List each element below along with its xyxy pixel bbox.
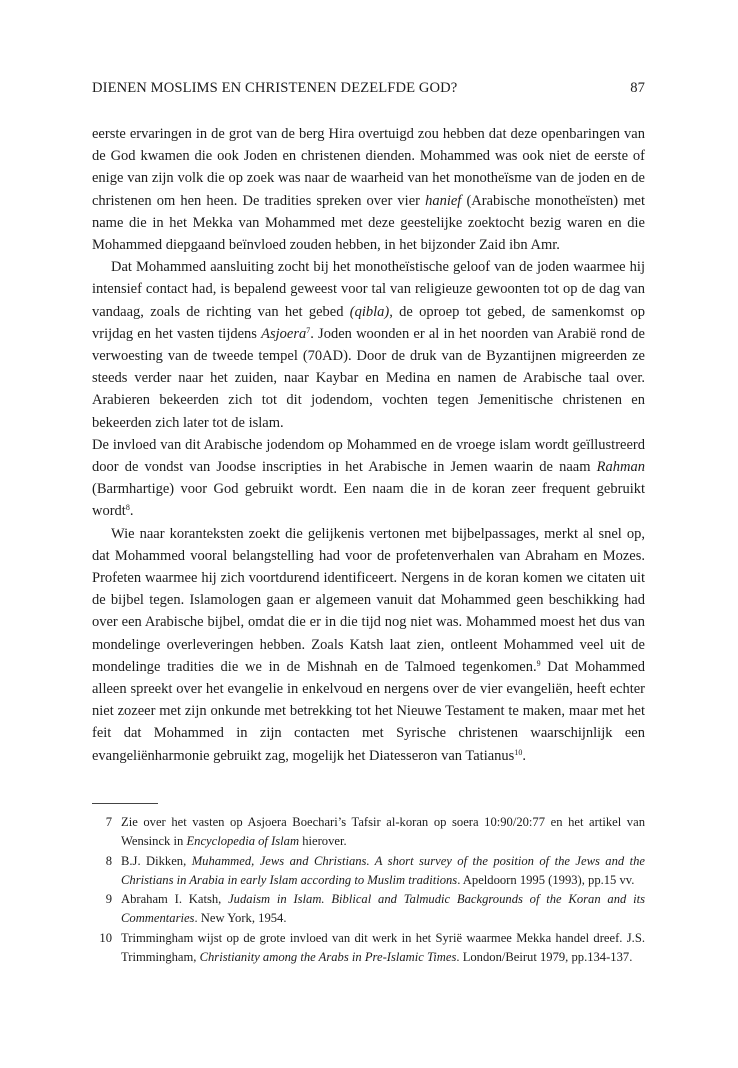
footnote-number: 7: [105, 815, 112, 829]
footnote-number: 8: [105, 853, 112, 868]
paragraph-4: Wie naar koranteksten zoekt die gelijkenis vertonen met bijbelpassages, merkt al snel op, dat Mohammed vooral belangstelling had voor de profetenverhalen van Abraham en Mozes. Profeten waarmee hij zich voortdurend identificeert. Nergens in de koran komen we citaten uit de bijbel tegen. Islamologen gaan er algemeen vanuit dat Mohammed geen beschikking had over een Arabische bijbel, omdat die er in die tijd nog niet was. Mohammed moest het dus van mondelinge overleveringen hebben. Zoals Katsh laat zien, ontleent Mohammed veel uit de mondelinge tradities die we in de Mishnah en de Talmoed tegenkomen.$^9$ Dat Mohammed alleen spreekt over het evangelie in enkelvoud en nergens over de vier evangeliën, heeft echter niet zozeer met zijn onkunde met betrekking tot het Nieuwe Testament te maken, maar met het feit dat Mohammed in zijn contacten met Syrische christenen waarschijnlijk een evangeliënharmonie gebruikt zag, mogelijk het Diatesseron van Tatianus$^{10}$.: [92, 525, 645, 764]
footnote-divider: [92, 803, 158, 804]
footnotes: [92, 813, 645, 967]
footnote-number: 9: [105, 892, 112, 907]
paragraph-1: eerste ervaringen in de grot van de berg Hira overtuigd zou hebben dat deze openbaringen van de God kwamen die ook Joden en christenen dienden. Mohammed was ook niet de eerste of enige van zijn volk die op zoek was naar de waarheid van het monotheïsme van de joden en de christenen om hen heen. De tradities spreken over vier hanief (Arabische monotheïsten) met name die in het Mekka van Mohammed met deze geestelijke zoektocht bezig waren en die Mohammed diepgaand beïnvloed zouden hebben, in het bijzonder Zaid ibn Amr.: [92, 126, 645, 254]
footnote-9: [92, 890, 645, 929]
paragraph-2: Dat Mohammed aansluiting zocht bij het monotheïstische geloof van de joden waarmee hij intensief contact had, is bepalend geweest voor tal van religieuze gewoonten tot op de dag van vandaag, zoals de richting van het gebed (qibla), de oproep tot gebed, de samenkomst op vrijdag en het vasten tijdens Asjoera$^7$. Joden woonden er al in het noorden van Arabië rond de verwoesting van de tweede tempel (70AD). Door de druk van de Byzantijnen migreerden ze steeds verder naar het zuiden, naar Kaybar en Medina en namen de Arabische taal over. Arabieren bekeerden zich tot dit jodendom, vochten tegen Jemenitische christenen en bekeerden zich later tot de islam.: [92, 259, 645, 431]
footnote-text: Zie over het vasten op Asjoera Boechari’s Tafsir al-koran op soera 10:90/20:77 en het artikel van Wensinck in Encyclopedia of Islam hierover.: [121, 815, 645, 849]
footnote-10: [92, 929, 645, 968]
footnote-text: B.J. Dikken, Muhammed, Jews and Christians. A short survey of the position of the Jews and the Christians in Arabia in early Islam according to Muslim traditions. Apeldoorn 1995 (1993), pp.15 vv.: [121, 853, 645, 887]
footnote-ref-10[interactable]: 10: [514, 747, 523, 757]
footnote-text: Abraham I. Katsh, Judaism in Islam. Biblical and Talmudic Backgrounds of the Koran and its Commentaries. New York, 1954.: [121, 892, 645, 926]
footnote-ref-8[interactable]: 8: [125, 503, 130, 513]
footnote-8: [92, 852, 645, 891]
body-text: [92, 123, 645, 767]
footnote-7: [92, 813, 645, 852]
footnote-text: Trimmingham wijst op de grote invloed van dit werk in het Syrië waarmee Mekka handel dreef. J.S. Trimmingham, Christianity among the Arabs in Pre-Islamic Times. London/Beirut 1979, pp.134-137.: [121, 930, 645, 965]
paragraph-3: De invloed van dit Arabische jodendom op Mohammed en de vroege islam wordt geïllustreerd door de vondst van Joodse inscripties in het Arabische in Jemen waarin de naam Rahman (Barmhartige) voor God gebruikt wordt. Een naam die in de koran zeer frequent gebruikt wordt$^8$.: [92, 436, 645, 520]
running-head: [92, 80, 645, 97]
footnote-ref-9[interactable]: 9: [536, 658, 541, 668]
footnote-ref-7[interactable]: 7: [306, 325, 311, 335]
footnote-number: 10: [99, 930, 112, 945]
chapter-title: DIENEN MOSLIMS EN CHRISTENEN DEZELFDE GOD?: [92, 80, 458, 96]
page-number: 87: [630, 80, 645, 96]
